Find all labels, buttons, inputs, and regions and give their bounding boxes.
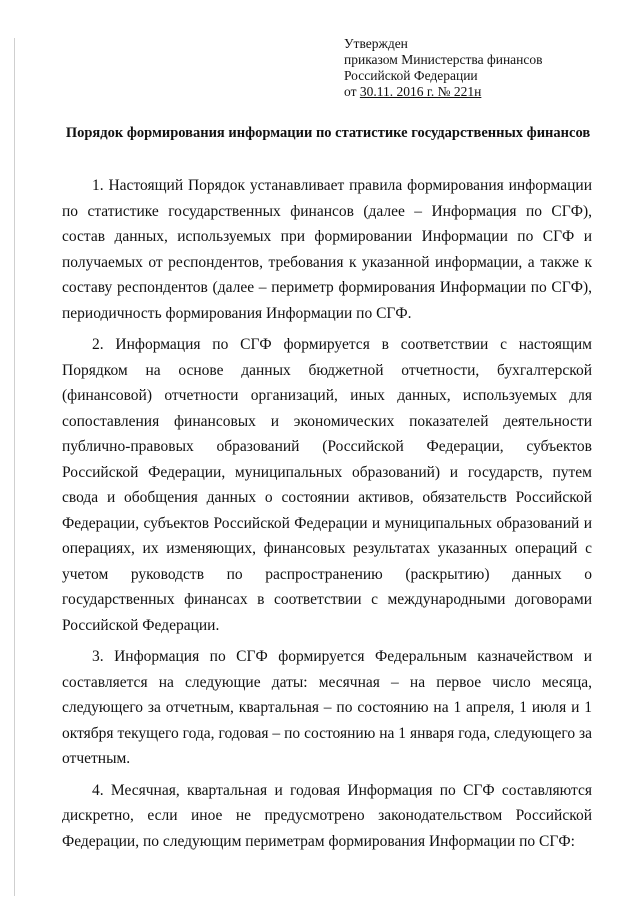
approval-line-1: Утвержден xyxy=(344,36,408,51)
approval-line-2: приказом Министерства финансов xyxy=(344,52,543,67)
document-title: Порядок формирования информации по статистике государственных финансов xyxy=(65,125,591,141)
paragraph-4: 4. Месячная, квартальная и годовая Информация по СГФ составляются дискретно, если иное не предусмотрено законодательством Российской Федерации, по следующим периметрам формирования Информации по СГФ: xyxy=(62,781,592,850)
approval-date-value: 30.11. 2016 г. № 221н xyxy=(359,84,482,99)
approval-date-line xyxy=(344,84,543,100)
approval-line-3: Российской Федерации xyxy=(344,68,478,83)
page-edge-line xyxy=(14,38,15,896)
approval-date-prefix: от xyxy=(344,84,357,99)
approval-stamp xyxy=(344,36,543,100)
document-body xyxy=(62,173,592,854)
paragraph-3: 3. Информация по СГФ формируется Федеральным казначейством и составляется на следующие даты: месячная – на первое число месяца, следующего за отчетным, квартальная – по состоянию на 1 апреля, 1 июля и 1 октября текущего года, годовая – по состоянию на 1 января года, следующего за отчетным. xyxy=(62,648,592,767)
paragraph-1: 1. Настоящий Порядок устанавливает правила формирования информации по статистике государственных финансов (далее – Информация по СГФ), состав данных, используемых при формировании Информации по СГФ и получаемых от респондентов, требования к указанной информации, а также к составу респондентов (далее – периметр формирования Информации по СГФ), периодичность формирования Информации по СГФ. xyxy=(62,177,592,322)
paragraph-2: 2. Информация по СГФ формируется в соответствии с настоящим Порядком на основе данных бюджетной отчетности, бухгалтерской (финансовой) отчетности организаций, иных данных, используемых для сопоставления финансовых и экономических показателей деятельности публично-правовых образований (Российской Федерации, субъектов Российской Федерации, муниципальных образований) и государств, путем свода и обобщения данных о состоянии активов, обязательств Российской Федерации, субъектов Российской Федерации и муниципальных образований и операциях, их изменяющих, финансовых результатах указанных операций с учетом руководств по распространению (раскрытию) данных о государственных финансах в соответствии с международными договорами Российской Федерации. xyxy=(62,336,592,634)
